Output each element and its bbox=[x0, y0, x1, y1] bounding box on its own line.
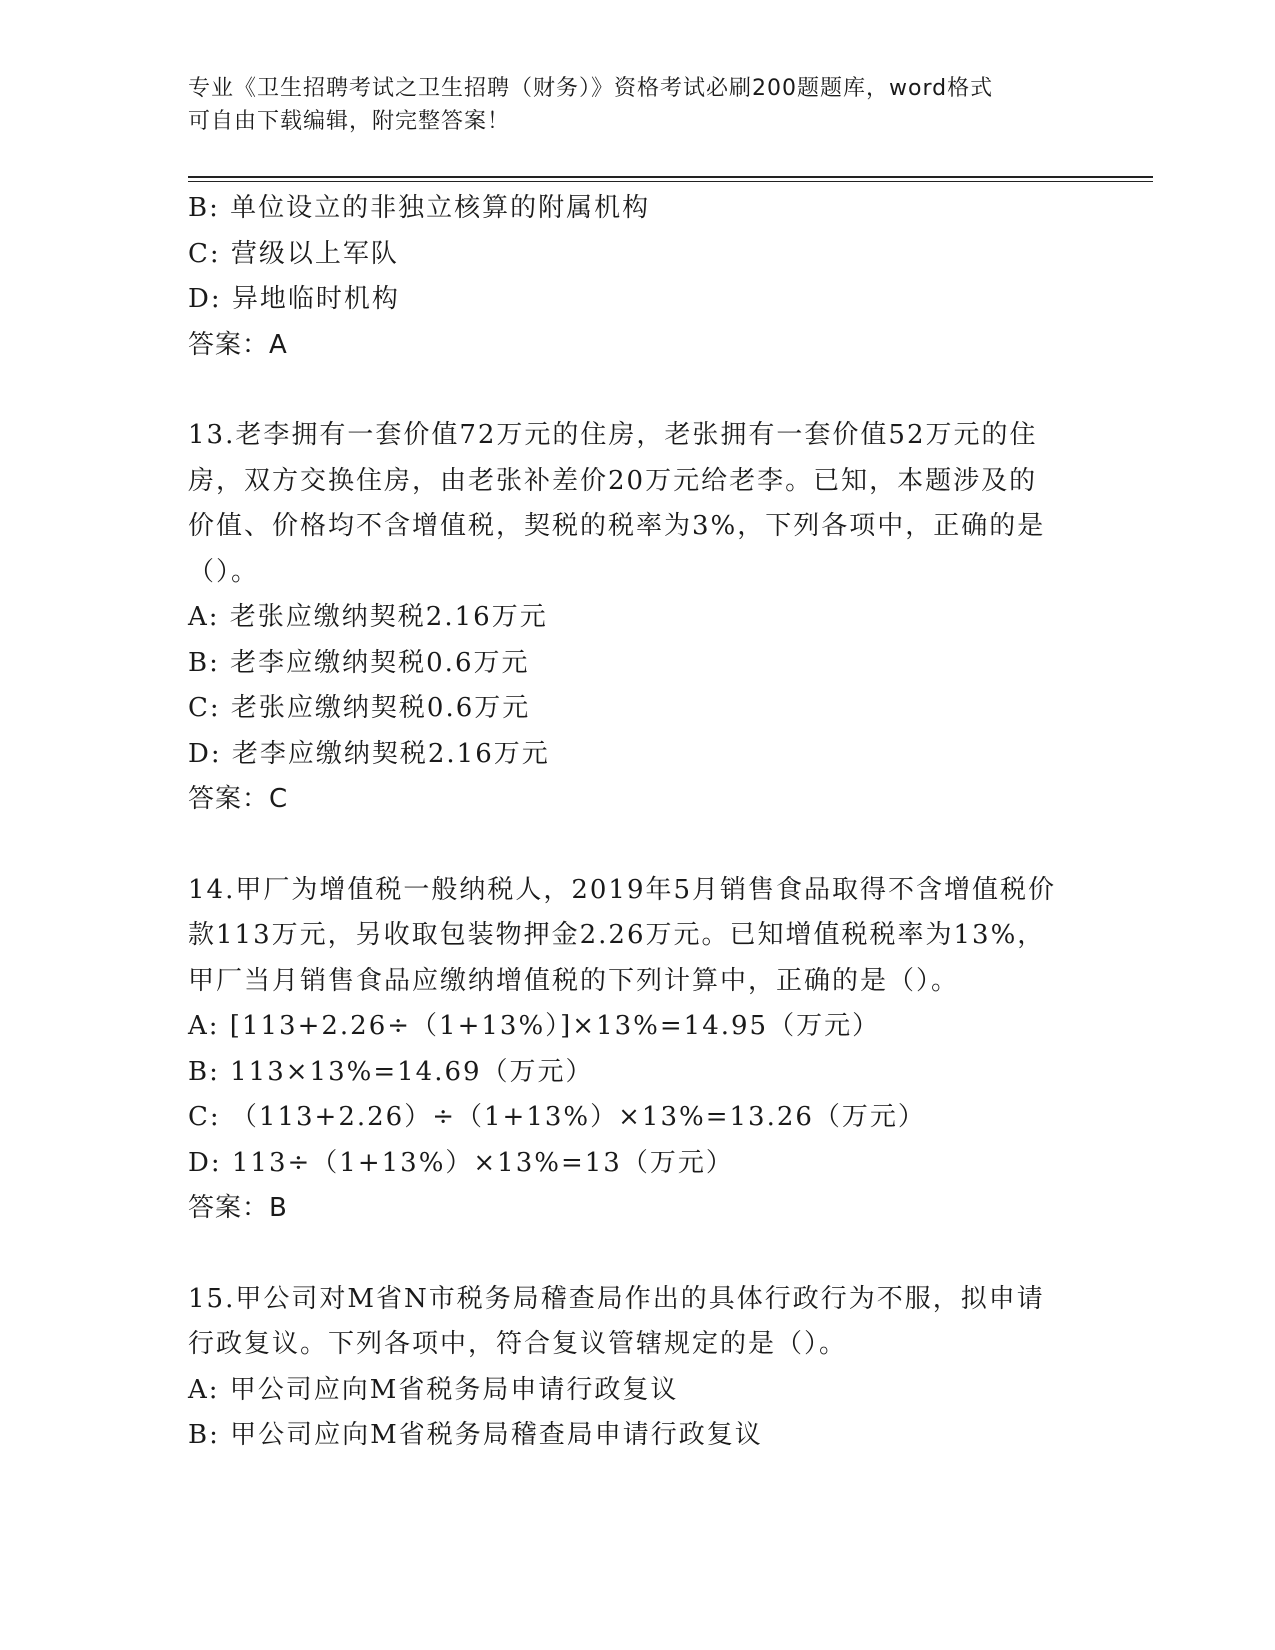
question-13 bbox=[188, 413, 1088, 823]
option-d: D: 113÷（1+13%）×13%=13（万元） bbox=[188, 1147, 734, 1178]
option-a: A: 老张应缴纳契税2.16万元 bbox=[188, 602, 548, 632]
option-a: A: 甲公司应向M省税务局申请行政复议 bbox=[188, 1374, 679, 1405]
header-rule-thin bbox=[188, 181, 1153, 182]
option-c: C: （113+2.26）÷（1+13%）×13%=13.26（万元） bbox=[188, 1102, 926, 1132]
question-text-line: 行政复议。下列各项中，符合复议管辖规定的是（）。 bbox=[188, 1329, 848, 1359]
question-15 bbox=[188, 1277, 1088, 1459]
option-b: B: 老李应缴纳契税0.6万元 bbox=[188, 647, 530, 678]
option-d: D: 老李应缴纳契税2.16万元 bbox=[188, 738, 550, 769]
question-text-line: （）。 bbox=[188, 556, 260, 587]
question-text-line: 价值、价格均不含增值税，契税的税率为3%，下列各项中，正确的是 bbox=[188, 511, 1046, 541]
option-b: B: 单位设立的非独立核算的附属机构 bbox=[188, 193, 651, 223]
header-rule-thick bbox=[188, 176, 1153, 178]
option-b: B: 甲公司应向M省税务局稽查局申请行政复议 bbox=[188, 1420, 763, 1450]
header-line-2: 可自由下载编辑，附完整答案！ bbox=[188, 109, 511, 134]
question-text-line: 13.老李拥有一套价值72万元的住房，老张拥有一套价值52万元的住 bbox=[188, 420, 1038, 450]
answer: 答案：B bbox=[188, 1193, 288, 1223]
question-text-line: 15.甲公司对M省N市税务局稽查局作出的具体行政行为不服，拟申请 bbox=[188, 1283, 1045, 1314]
answer: 答案：A bbox=[188, 329, 288, 360]
document-body bbox=[188, 186, 1088, 1459]
option-c: C: 营级以上军队 bbox=[188, 238, 399, 269]
question-14 bbox=[188, 868, 1088, 1232]
question-12-tail bbox=[188, 186, 1088, 368]
answer: 答案：C bbox=[188, 784, 289, 814]
option-c: C: 老张应缴纳契税0.6万元 bbox=[188, 693, 531, 723]
question-text-line: 款113万元，另收取包装物押金2.26万元。已知增值税税率为13%， bbox=[188, 920, 1046, 950]
header-line-1: 专业《卫生招聘考试之卫生招聘（财务）》资格考试必刷200题题库，word格式 bbox=[188, 76, 994, 101]
option-b: B: 113×13%=14.69（万元） bbox=[188, 1056, 594, 1087]
question-text-line: 14.甲厂为增值税一般纳税人，2019年5月销售食品取得不含增值税价 bbox=[188, 874, 1057, 905]
option-a: A: [113+2.26÷（1+13%）]×13%=14.95（万元） bbox=[188, 1011, 881, 1041]
question-text-line: 房，双方交换住房，由老张补差价20万元给老李。已知，本题涉及的 bbox=[188, 465, 1038, 496]
option-d: D: 异地临时机构 bbox=[188, 284, 400, 314]
question-text-line: 甲厂当月销售食品应缴纳增值税的下列计算中，正确的是（）。 bbox=[188, 965, 960, 996]
document-header bbox=[188, 72, 1088, 138]
